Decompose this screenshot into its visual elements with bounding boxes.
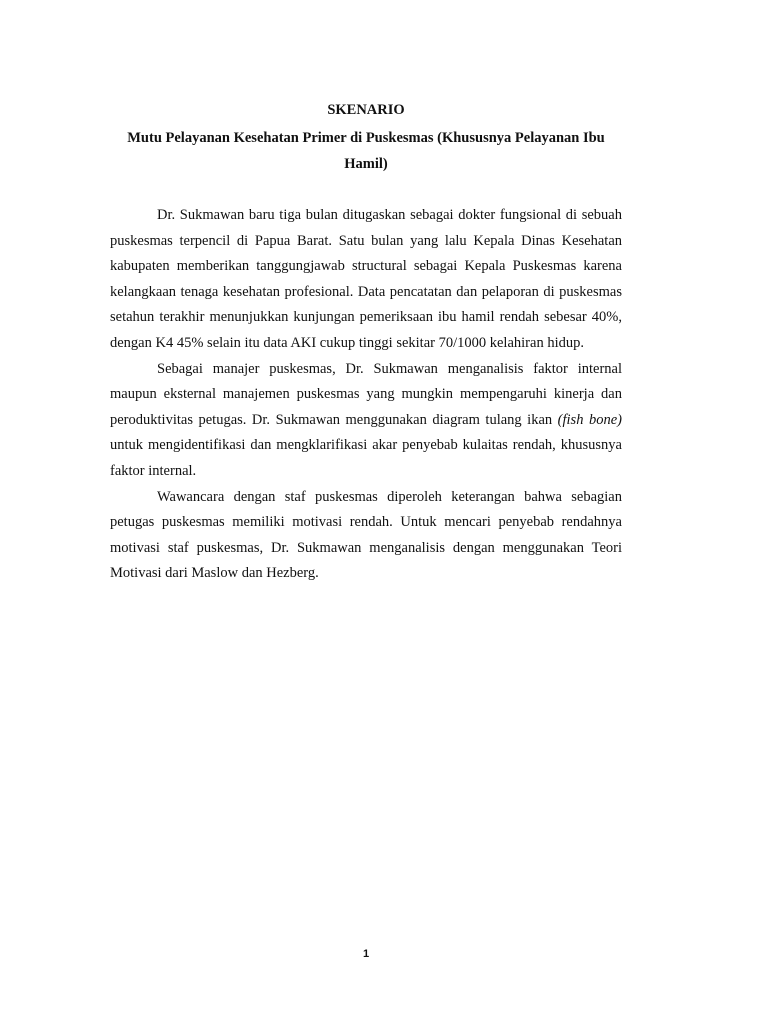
document-title: SKENARIO bbox=[327, 102, 405, 118]
document-body bbox=[110, 203, 622, 587]
paragraph-2-text-b: untuk mengidentifikasi dan mengklarifikasi akar penyebab kulaitas rendah, khususnya faktor internal. bbox=[110, 437, 622, 479]
document-subtitle: Mutu Pelayanan Kesehatan Primer di Puskesmas (Khususnya Pelayanan Ibu Hamil) bbox=[127, 130, 605, 172]
paragraph-2 bbox=[110, 357, 622, 485]
paragraph-2-text-a: Sebagai manajer puskesmas, Dr. Sukmawan menganalisis faktor internal maupun eksternal manajemen puskesmas yang mungkin mempengaruhi kinerja dan peroduktivitas petugas. Dr. Sukmawan menggunakan diagram tulang ikan bbox=[110, 360, 622, 428]
paragraph-1: Dr. Sukmawan baru tiga bulan ditugaskan sebagai dokter fungsional di sebuah puskesmas terpencil di Papua Barat. Satu bulan yang lalu Kepala Dinas Kesehatan kabupaten memberikan tanggungjawab structural sebagai Kepala Puskesmas karena kelangkaan tenaga kesehatan profesional. Data pencatatan dan pelaporan di puskesmas setahun terakhir menunjukkan kunjungan pemeriksaan ibu hamil rendah sebesar 40%, dengan K4 45% selain itu data AKI cukup tinggi sekitar 70/1000 kelahiran hidup. bbox=[110, 207, 622, 351]
paragraph-2-italic-term: (fish bone) bbox=[557, 411, 622, 428]
paragraph-3: Wawancara dengan staf puskesmas diperoleh keterangan bahwa sebagian petugas puskesmas memiliki motivasi rendah. Untuk mencari penyebab rendahnya motivasi staf puskesmas, Dr. Sukmawan menganalisis dengan menggunakan Teori Motivasi dari Maslow dan Hezberg. bbox=[110, 488, 622, 582]
page-number: 1 bbox=[362, 948, 370, 960]
